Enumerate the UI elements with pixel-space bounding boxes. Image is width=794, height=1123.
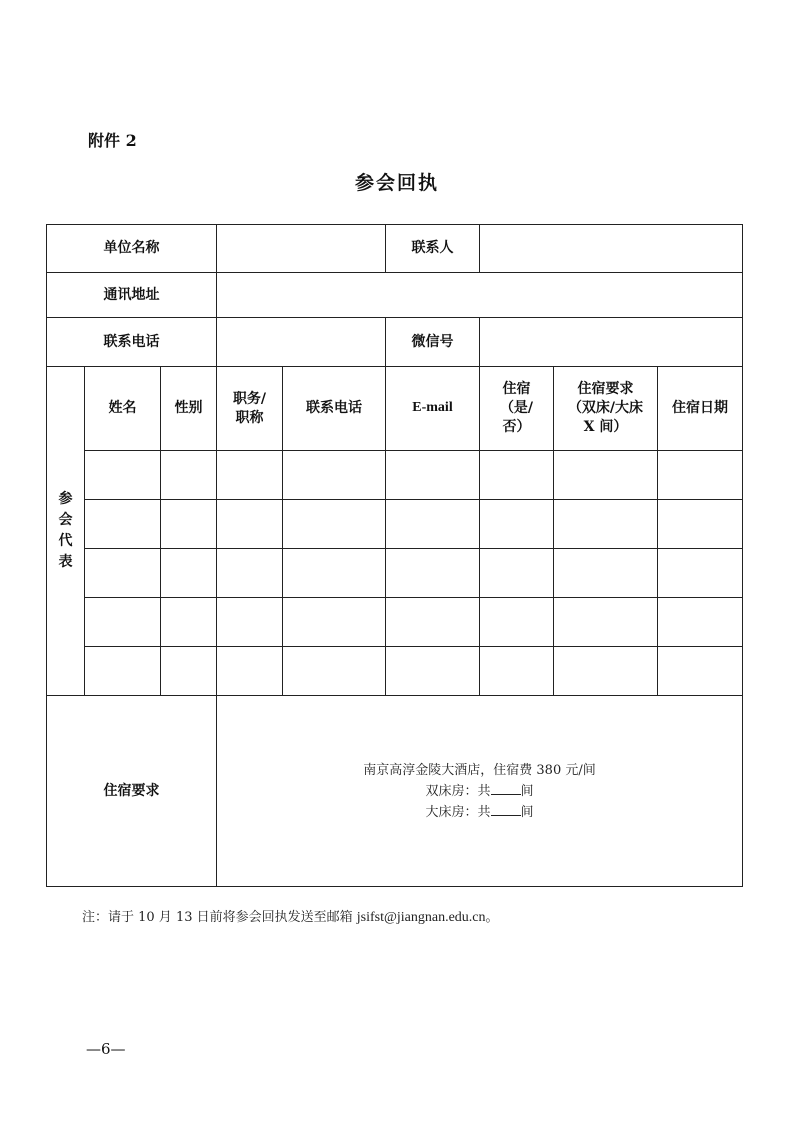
king-room-line: 大床房：共 间 [425,804,534,820]
table-row [47,647,743,696]
col-header-dates: 住宿日期 [658,367,743,451]
delegate-cell[interactable] [161,647,217,696]
king-room-blank[interactable] [491,803,521,816]
table-row [47,500,743,549]
delegate-cell[interactable] [85,647,161,696]
table-row [47,549,743,598]
delegate-cell[interactable] [658,647,743,696]
delegate-cell[interactable] [161,500,217,549]
delegate-cell[interactable] [161,598,217,647]
delegate-cell[interactable] [480,598,554,647]
phone-label: 联系电话 [47,318,217,367]
delegate-cell[interactable] [217,549,283,598]
delegate-cell[interactable] [480,500,554,549]
col-header-email: E-mail [386,367,480,451]
twin-room-line: 双床房：共 间 [425,783,534,799]
delegate-cell[interactable] [386,598,480,647]
delegate-cell[interactable] [554,451,658,500]
table-row [47,451,743,500]
address-field[interactable] [217,273,743,318]
delegate-cell[interactable] [217,451,283,500]
delegate-cell[interactable] [480,549,554,598]
delegate-cell[interactable] [386,451,480,500]
delegate-cell[interactable] [386,549,480,598]
delegate-cell[interactable] [554,500,658,549]
delegate-cell[interactable] [283,598,386,647]
page-title: 参会回执 [354,172,439,194]
delegate-cell[interactable] [386,500,480,549]
twin-room-blank[interactable] [491,782,521,795]
delegate-cell[interactable] [386,647,480,696]
contact-label: 联系人 [386,225,480,273]
delegate-cell[interactable] [658,549,743,598]
col-header-lodging: 住宿 （是/ 否） [480,367,554,451]
delegate-cell[interactable] [554,598,658,647]
col-header-title: 职务/ 职称 [217,367,283,451]
wechat-label: 微信号 [386,318,480,367]
delegate-cell[interactable] [217,598,283,647]
delegate-cell[interactable] [283,647,386,696]
col-header-phone: 联系电话 [283,367,386,451]
delegate-cell[interactable] [217,647,283,696]
wechat-field[interactable] [480,318,743,367]
delegate-cell[interactable] [554,647,658,696]
col-header-room-req: 住宿要求 （双床/大床 X 间） [554,367,658,451]
accommodation-details [217,696,743,887]
address-label: 通讯地址 [47,273,217,318]
page-number: —6— [86,1040,126,1058]
phone-field[interactable] [217,318,386,367]
contact-field[interactable] [480,225,743,273]
delegate-cell[interactable] [283,500,386,549]
registration-form [46,224,743,887]
org-field[interactable] [217,225,386,273]
footnote: 注：请于 10 月 13 日前将参会回执发送至邮箱 jsifst@jiangnan.edu.cn。 [82,910,499,925]
delegate-cell[interactable] [283,549,386,598]
delegate-cell[interactable] [85,549,161,598]
attachment-label: 附件 2 [88,131,137,150]
delegate-cell[interactable] [161,451,217,500]
delegate-cell[interactable] [658,500,743,549]
delegate-cell[interactable] [85,598,161,647]
col-header-name: 姓名 [85,367,161,451]
delegate-cell[interactable] [480,647,554,696]
delegate-cell[interactable] [85,500,161,549]
org-label: 单位名称 [47,225,217,273]
table-row [47,598,743,647]
delegates-section-label: 参 会 代 表 [47,367,85,696]
col-header-gender: 性别 [161,367,217,451]
delegate-cell[interactable] [658,451,743,500]
accommodation-label: 住宿要求 [47,696,217,887]
delegate-cell[interactable] [283,451,386,500]
delegate-cell[interactable] [480,451,554,500]
delegate-cell[interactable] [85,451,161,500]
hotel-line: 南京高淳金陵大酒店，住宿费 380 元/间 [363,762,596,778]
email-address: jsifst@jiangnan.edu.cn [356,910,486,925]
delegate-cell[interactable] [217,500,283,549]
delegate-cell[interactable] [554,549,658,598]
delegate-cell[interactable] [161,549,217,598]
delegate-cell[interactable] [658,598,743,647]
